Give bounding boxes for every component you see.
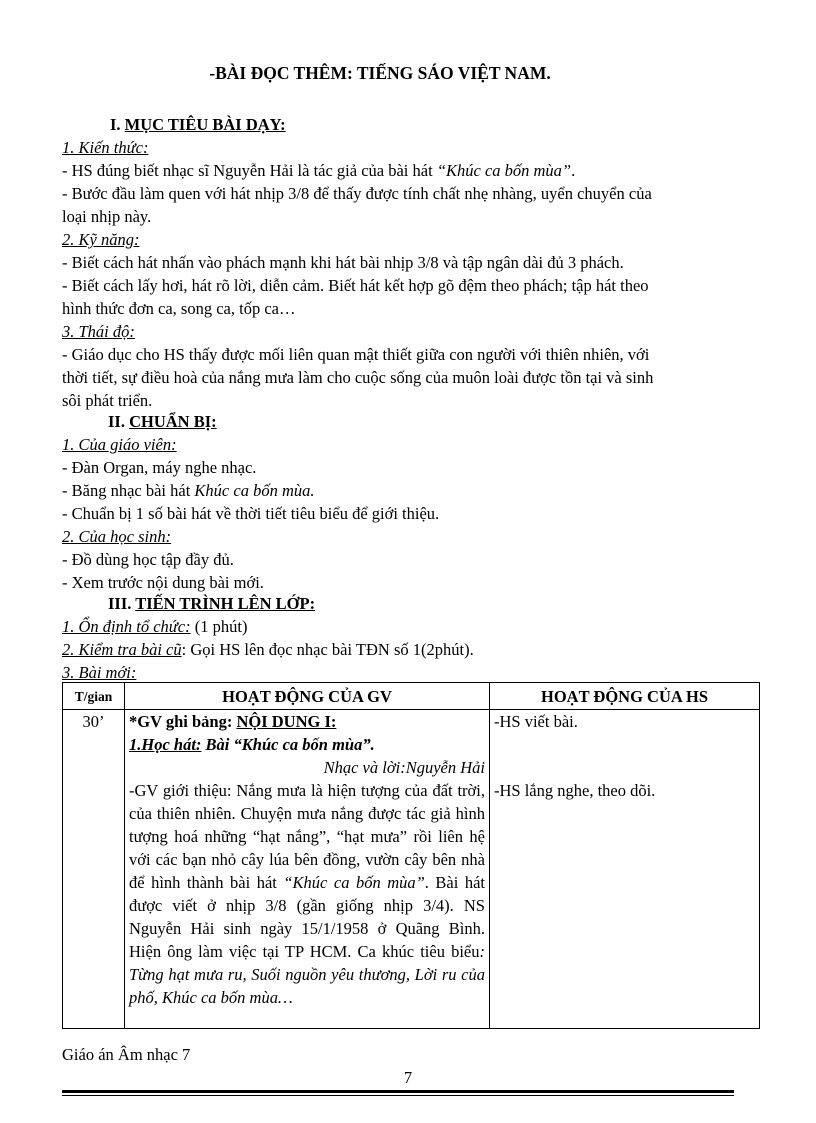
attitude-line-2: thời tiết, sự điều hoà của nắng mưa làm cho cuộc sống của muôn loài được tồn tại và sinh bbox=[62, 368, 654, 387]
teacher-label: 1. Của giáo viên: bbox=[62, 435, 177, 454]
attitude-line-3: sôi phát triển. bbox=[62, 391, 153, 410]
lesson-plan-table bbox=[62, 682, 760, 1029]
footer-rule-thin bbox=[62, 1095, 734, 1096]
teacher-line-2: - Băng nhạc bài hát Khúc ca bốn mùa. bbox=[62, 481, 315, 500]
skills-line-3: hình thức đơn ca, song ca, tốp ca… bbox=[62, 299, 296, 318]
knowledge-label: 1. Kiến thức: bbox=[62, 138, 149, 157]
student-line-2: - Xem trước nội dung bài mới. bbox=[62, 573, 264, 592]
intro-paragraph: -GV giới thiệu: Nắng mưa là hiện tượng của đất trời, của thiên nhiên. Chuyện mưa nắng được tác giả hình tượng hoá những “hạt nắng”, “hạt mưa” rồi liên hệ với các bạn nhỏ cây lúa bên đồng, vườn cây bên nhà để hình thành bài hát “Khúc ca bốn mùa”. Bài hát được viết ở nhịp 3/8 (gần giống nhịp 3/4). NS Nguyễn Hải sinh ngày 15/1/1958 ở Quãng Bình. Hiện ông làm việc tại TP HCM. Ca khúc tiêu biểu: Từng hạt mưa ru, Suối nguồn yêu thương, Lời ru của phố, Khúc ca bốn mùa… bbox=[129, 781, 485, 1007]
header-student-activity: HOẠT ĐỘNG CỦA HS bbox=[490, 683, 760, 710]
section-2-heading: II. CHUẨN BỊ: bbox=[108, 412, 217, 431]
page-number: 7 bbox=[403, 1068, 413, 1087]
table-row bbox=[63, 710, 760, 1029]
student-line-1: - Đồ dùng học tập đầy đủ. bbox=[62, 550, 234, 569]
student-activity-cell bbox=[490, 710, 760, 1029]
step-1: 1. Ổn định tổ chức: (1 phút) bbox=[62, 617, 248, 636]
author-line: Nhạc và lời:Nguyễn Hải bbox=[323, 758, 485, 777]
attitude-label: 3. Thái độ: bbox=[62, 322, 135, 341]
header-teacher-activity: HOẠT ĐỘNG CỦA GV bbox=[125, 683, 490, 710]
skills-line-2: - Biết cách lấy hơi, hát rõ lời, diễn cảm. Biết hát kết hợp gõ đệm theo phách; tập hát theo bbox=[62, 276, 649, 295]
table-header-row bbox=[63, 683, 760, 710]
page-title: -BÀI ĐỌC THÊM: TIẾNG SÁO VIỆT NAM. bbox=[209, 63, 551, 83]
footer-rule-thick bbox=[62, 1090, 734, 1093]
step-3: 3. Bài mới: bbox=[62, 663, 137, 682]
section-1-heading: I. MỤC TIÊU BÀI DẠY: bbox=[110, 115, 286, 134]
board-line: *GV ghi bảng: NỘI DUNG I: bbox=[129, 712, 337, 731]
time-cell: 30’ bbox=[63, 710, 125, 1029]
footer-label: Giáo án Âm nhạc 7 bbox=[62, 1045, 191, 1064]
step-2: 2. Kiểm tra bài cũ: Gọi HS lên đọc nhạc bài TĐN số 1(2phút). bbox=[62, 640, 474, 659]
teacher-line-1: - Đàn Organ, máy nghe nhạc. bbox=[62, 458, 257, 477]
hs-line-2: -HS lắng nghe, theo dõi. bbox=[494, 781, 656, 800]
skills-line-1: - Biết cách hát nhấn vào phách mạnh khi hát bài nhịp 3/8 và tập ngân dài đủ 3 phách. bbox=[62, 253, 624, 272]
attitude-line-1: - Giáo dục cho HS thấy được mối liên quan mật thiết giữa con người với thiên nhiên, với bbox=[62, 345, 650, 364]
song-line: 1.Học hát: Bài “Khúc ca bốn mùa”. bbox=[129, 735, 375, 754]
teacher-activity-cell bbox=[125, 710, 490, 1029]
knowledge-line-1: - HS đúng biết nhạc sĩ Nguyễn Hải là tác giả của bài hát “Khúc ca bốn mùa”. bbox=[62, 161, 576, 180]
section-3-heading: III. TIẾN TRÌNH LÊN LỚP: bbox=[108, 594, 316, 613]
skills-label: 2. Kỹ năng: bbox=[62, 230, 140, 249]
header-time: T/gian bbox=[63, 683, 125, 710]
student-label: 2. Của học sinh: bbox=[62, 527, 172, 546]
hs-line-1: -HS viết bài. bbox=[494, 712, 578, 731]
knowledge-line-3: loại nhịp này. bbox=[62, 207, 152, 226]
knowledge-line-2: - Bước đầu làm quen với hát nhịp 3/8 để thấy được tính chất nhẹ nhàng, uyển chuyển của bbox=[62, 184, 652, 203]
teacher-line-3: - Chuẩn bị 1 số bài hát về thời tiết tiêu biểu để giới thiệu. bbox=[62, 504, 440, 523]
